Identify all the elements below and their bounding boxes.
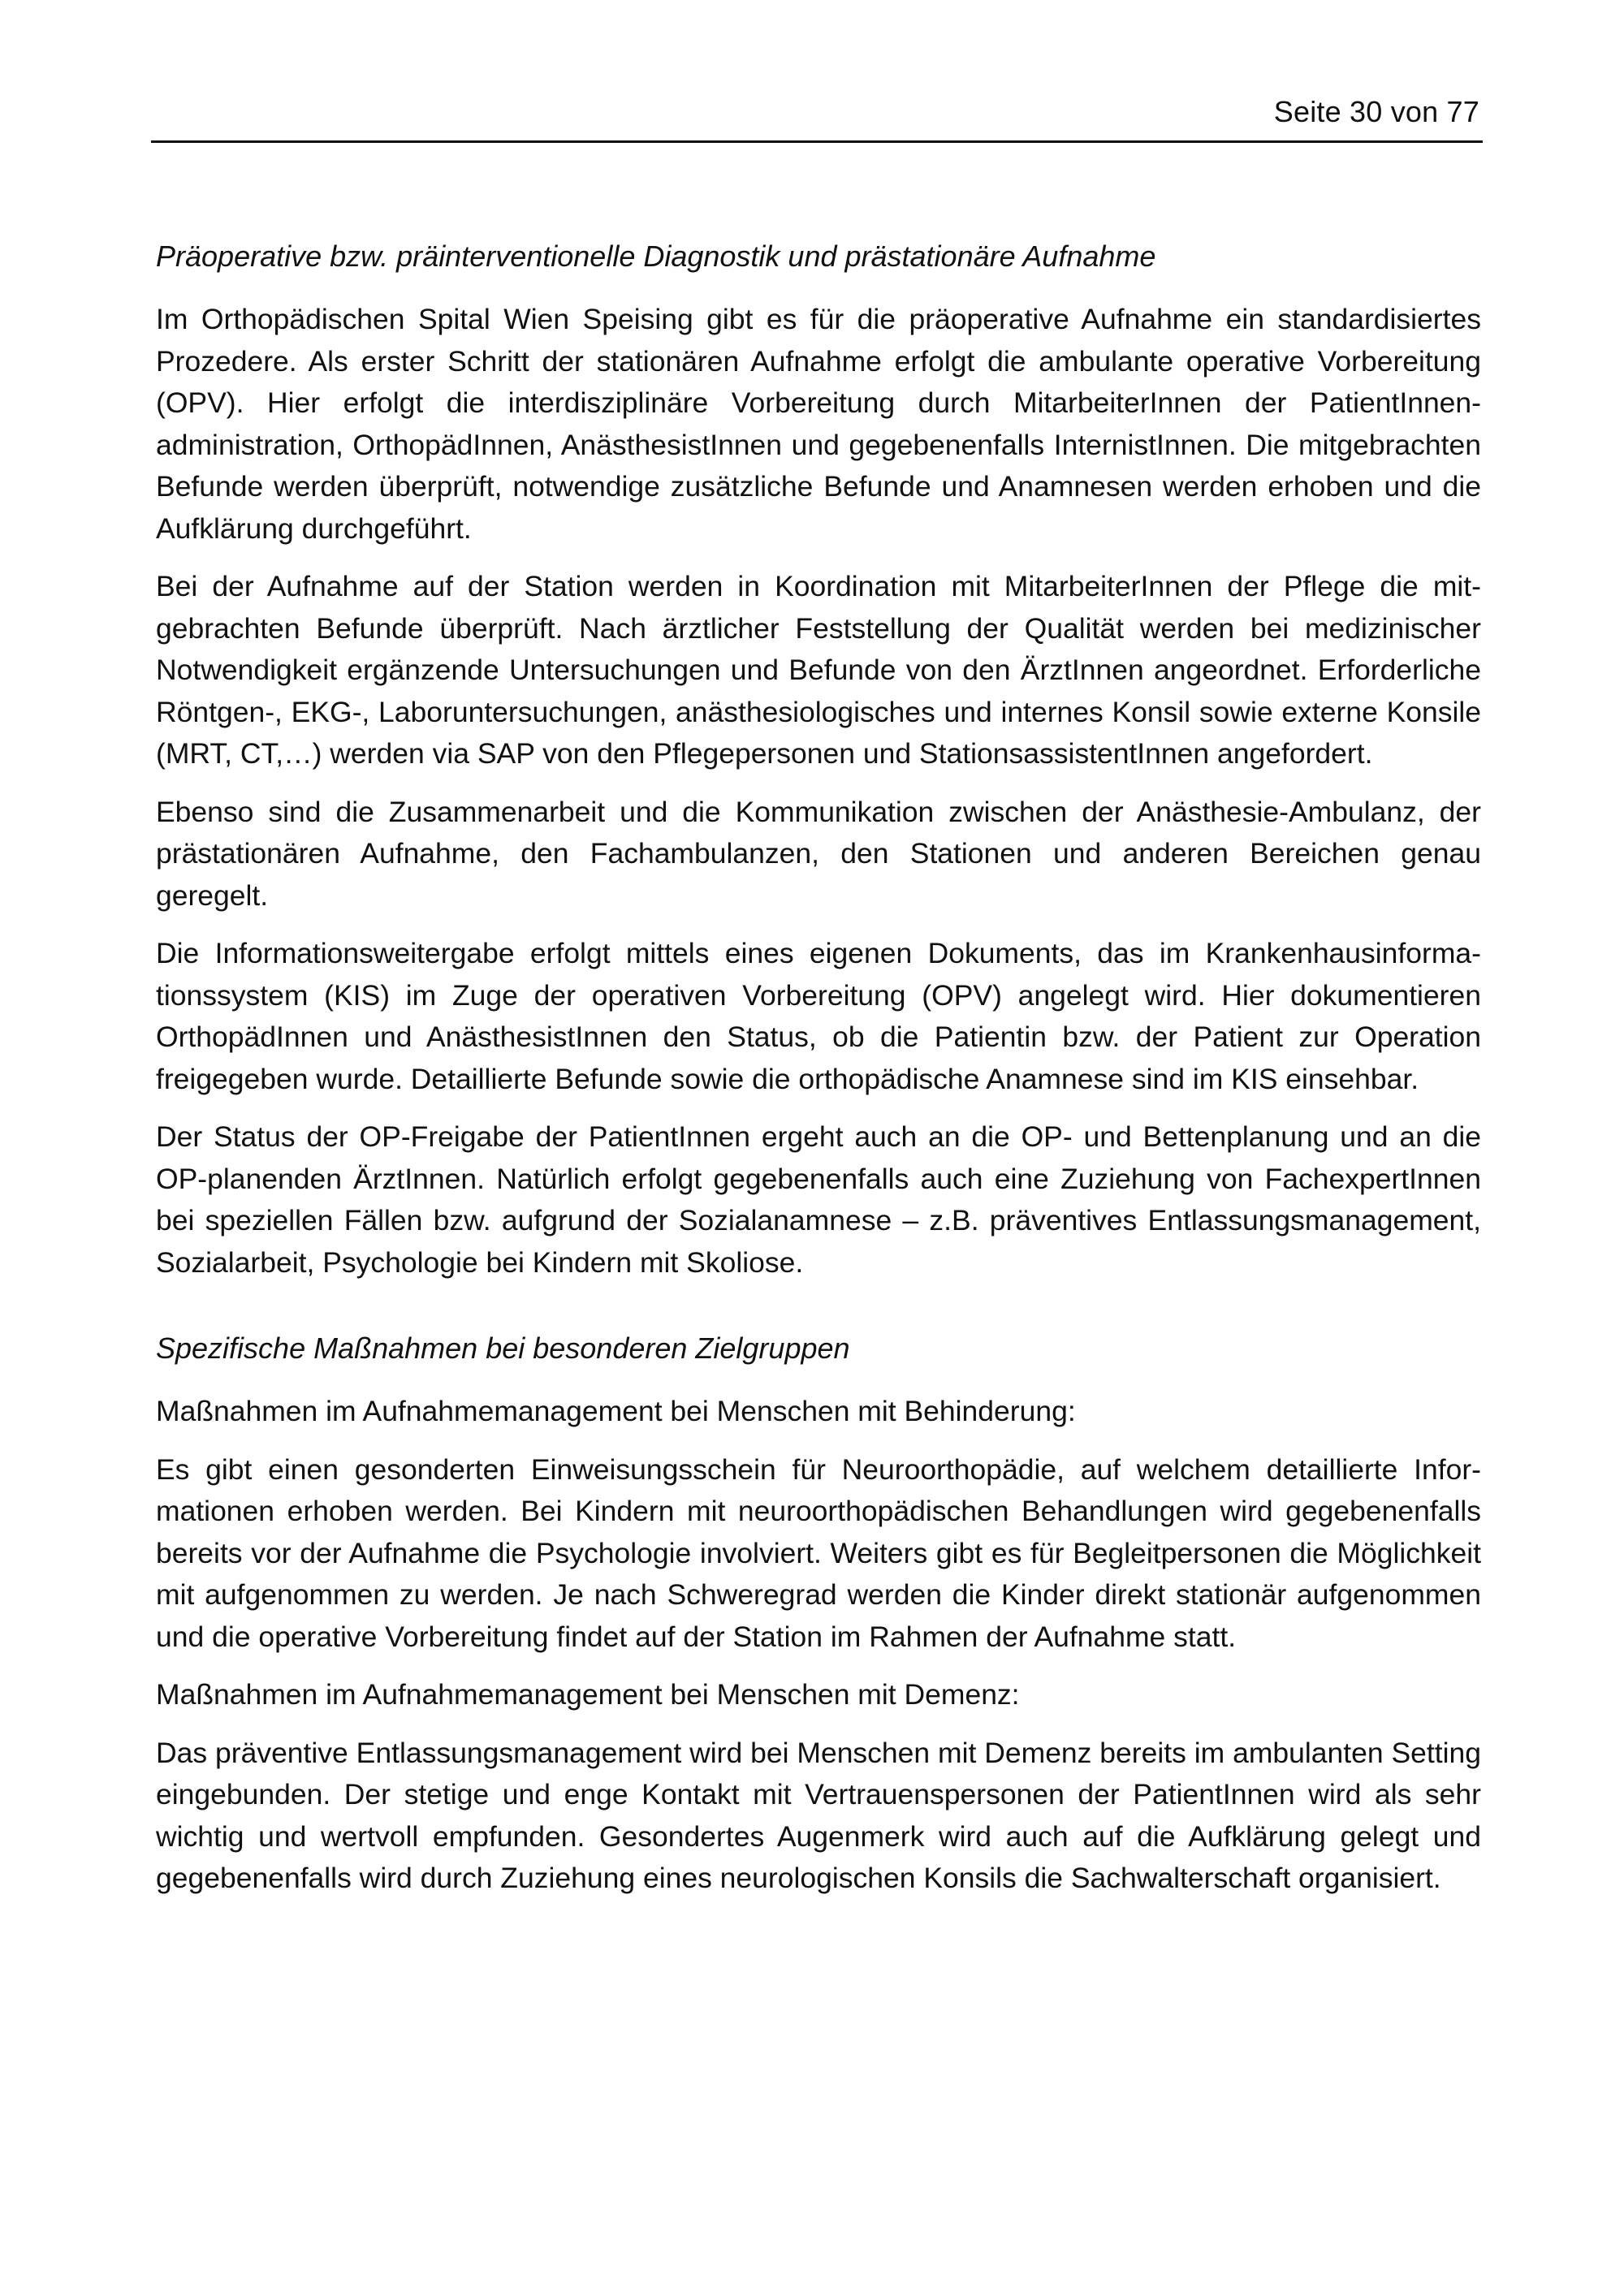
- section-preoperative-diagnostics: [156, 235, 1481, 1284]
- section-heading: Präoperative bzw. präinterventionelle Diagnostik und prästationäre Aufnahme: [156, 240, 1156, 273]
- paragraph: Ebenso sind die Zusammenarbeit und die Kommunikation zwischen der Anästhesie-Ambulanz, der prästationären Aufnahme, den Fachambulanzen, den Stationen und anderen Bereichen genau geregelt.: [156, 795, 1481, 912]
- paragraph: Der Status der OP-Freigabe der PatientInnen ergeht auch an die OP- und Bettenplanung und an die OP-planenden ÄrztInnen. Natürlich erfolgt gegebenenfalls auch eine Zuziehung von FachexpertInnen bei speziellen Fällen bzw. aufgrund der Sozialanamnese – z.B. präventives Entlassungsmanagement, Sozialarbeit, Psychologie bei Kindern mit Skoliose.: [156, 1120, 1481, 1279]
- paragraph: Im Orthopädischen Spital Wien Speising gibt es für die präoperative Aufnahme ein standardisiertes Prozedere. Als erster Schritt der stationären Aufnahme erfolgt die ambulante operative Vorbereitung (OPV). Hier erfolgt die interdisziplinäre Vorbereitung durch MitarbeiterInnen der PatientInnenadministration, OrthopädInnen, AnästhesistInnen und gegebenenfalls InternistInnen. Die mitgebrachten Befunde werden überprüft, notwendige zusätzliche Befunde und Anamnesen werden erhoben und die Aufklärung durchgeführt.: [156, 303, 1481, 545]
- page-number: Seite 30 von 77: [1273, 95, 1479, 128]
- subsection-title: Maßnahmen im Aufnahmemanagement bei Menschen mit Behinderung:: [156, 1395, 1076, 1427]
- paragraph: Es gibt einen gesonderten Einweisungsschein für Neuroorthopädie, auf welchem detaillierte Informationen erhoben werden. Bei Kindern mit neuroorthopädischen Behandlungen wird gegebenenfalls bereits vor der Aufnahme die Psychologie involviert. Weiters gibt es für Begleitpersonen die Möglichkeit mit aufgenommen zu werden. Je nach Schweregrad werden die Kinder direkt stationär aufgenommen und die operative Vorbereitung findet auf der Station im Rahmen der Aufnahme statt.: [156, 1452, 1481, 1653]
- subsection-title: Maßnahmen im Aufnahmemanagement bei Menschen mit Demenz:: [156, 1678, 1020, 1711]
- paragraph: Die Informationsweitergabe erfolgt mittels eines eigenen Dokuments, das im Krankenhausinformationssystem (KIS) im Zuge der operativen Vorbereitung (OPV) angelegt wird. Hier dokumentieren OrthopädInnen und AnästhesistInnen den Status, ob die Patientin bzw. der Patient zur Operation freigegeben wurde. Detaillierte Befunde sowie die orthopädische Anamnese sind im KIS einsehbar.: [156, 937, 1481, 1095]
- page-header: [151, 89, 1483, 143]
- subsection-disability: [156, 1391, 1481, 1658]
- subsection-dementia: [156, 1674, 1481, 1900]
- section-specific-measures: [156, 1327, 1481, 1900]
- paragraph: Bei der Aufnahme auf der Station werden in Koordination mit MitarbeiterInnen der Pflege die mitgebrachten Befunde überprüft. Nach ärztlicher Feststellung der Qualität werden bei medizinischer Notwendigkeit ergänzende Untersuchungen und Befunde von den ÄrztInnen angeordnet. Erforderliche Röntgen-, EKG-, Laboruntersuchungen, anästhesiologisches und internes Konsil sowie externe Konsile (MRT, CT,…) werden via SAP von den Pflegepersonen und StationsassistentInnen angefordert.: [156, 570, 1481, 770]
- document-body: [156, 235, 1481, 1916]
- paragraph: Das präventive Entlassungsmanagement wird bei Menschen mit Demenz bereits im ambulanten Setting eingebunden. Der stetige und enge Kontakt mit Vertrauenspersonen der PatientInnen wird als sehr wichtig und wertvoll empfunden. Gesondertes Augenmerk wird auch auf die Aufklärung gelegt und gegebenenfalls wird durch Zuziehung eines neurologischen Konsils die Sachwalterschaft organisiert.: [156, 1736, 1481, 1894]
- section-heading: Spezifische Maßnahmen bei besonderen Zielgruppen: [156, 1331, 850, 1365]
